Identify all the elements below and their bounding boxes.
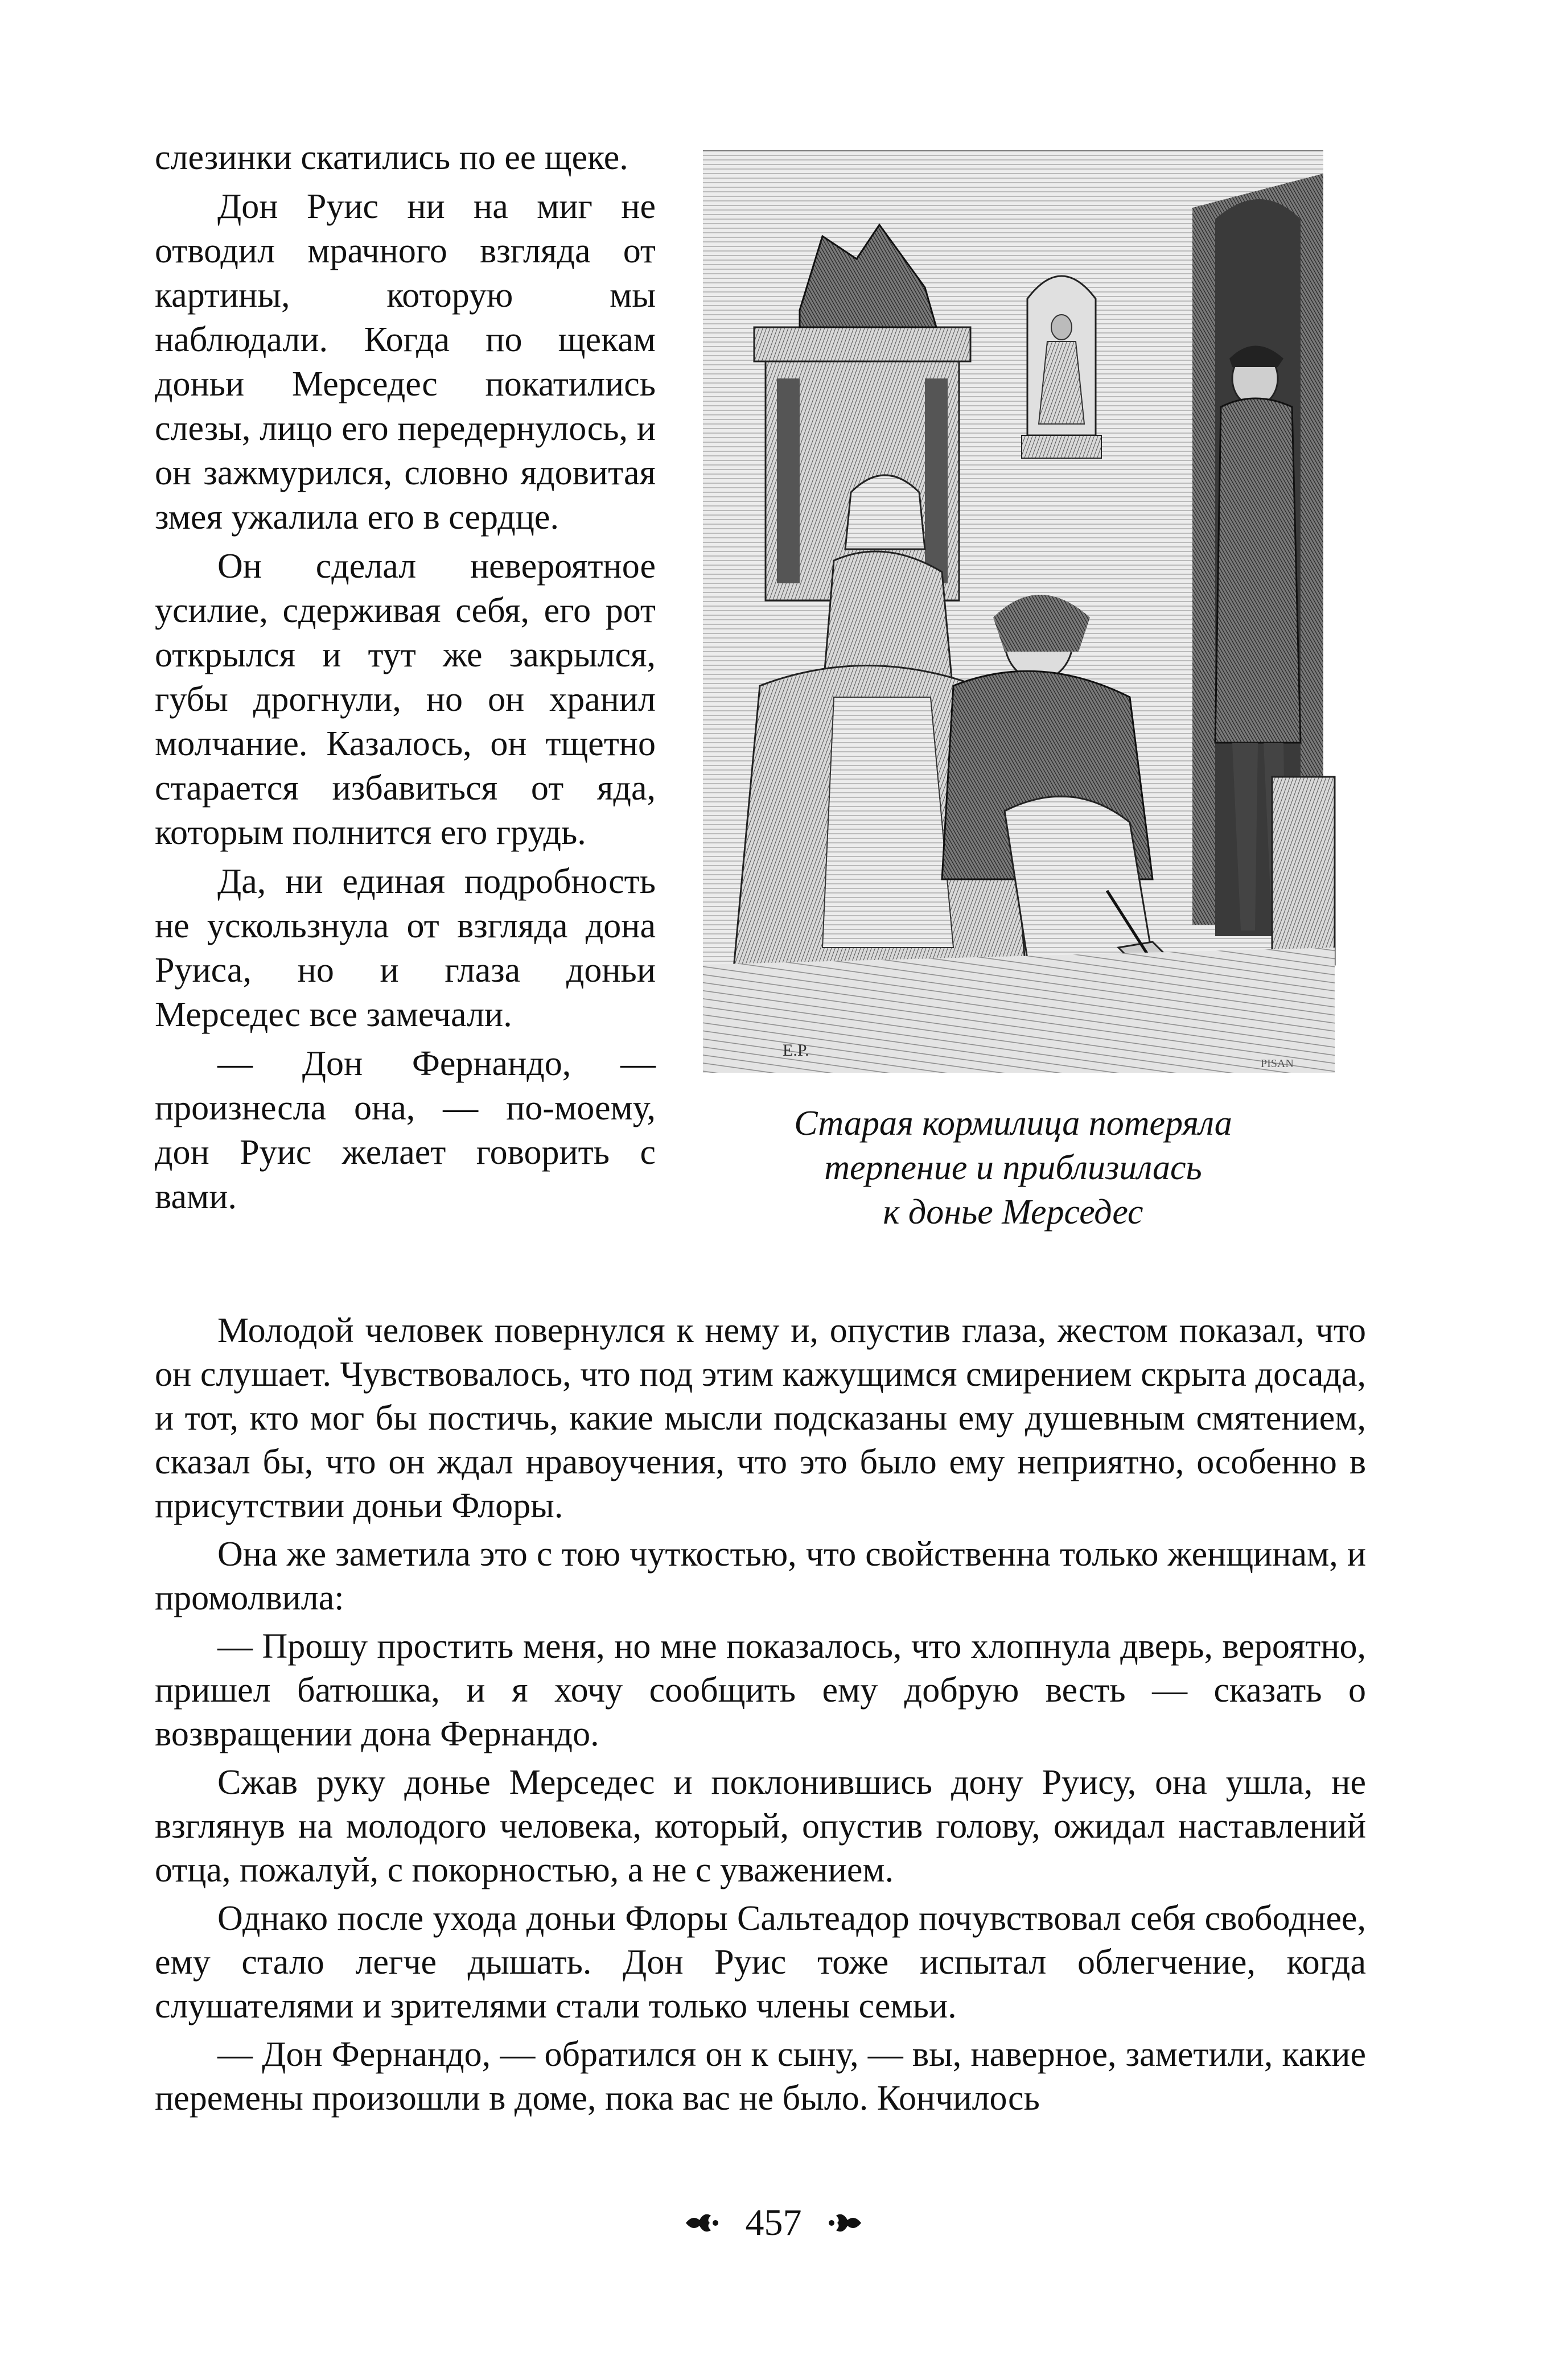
table-with-cloth — [1272, 777, 1335, 965]
paragraph: Однако после ухода доньи Флоры Сальтеадор почувствовал себя свободнее, ему стало легче дышать. Дон Руис тоже испытал облегчение, когда слушателями и зрителями стали только члены семьи. — [155, 1899, 1366, 2025]
engraving-illustration — [686, 139, 1340, 1084]
paragraph: — Прошу простить меня, но мне показалось, что хлопнула дверь, вероятно, пришел батюшка, и я хочу сообщить ему добрую весть — сказать о возвращении дона Фернандо. — [155, 1627, 1366, 1753]
engraver-signature: E.P. — [783, 1041, 809, 1060]
paragraph: — Дон Фернандо, — обратился он к сыну, — вы, наверное, заметили, какие перемены произошли в доме, пока вас не было. Кончилось — [155, 2035, 1366, 2118]
engraving-image — [686, 139, 1340, 1084]
page-number: 457 — [745, 2201, 802, 2243]
fleuron-icon — [681, 2203, 721, 2243]
fleuron-icon — [826, 2203, 866, 2243]
paragraph: Да, ни единая подробность не ускользнула от взгляда дона Руиса, но и глаза доньи Мерседес все замечали. — [155, 862, 656, 1034]
paragraph: Она же заметила это с тою чуткостью, что свойственна только женщинам, и промолвила: — [155, 1535, 1366, 1617]
paragraph: Дон Руис ни на миг не отводил мрачного взгляда от картины, которую мы наблюдали. Когда по щекам доньи Мерседес покатились слезы, лицо его передернулось, и он зажмурился, словно ядовитая змея ужалила его в сердце. — [155, 187, 656, 537]
statue-niche — [1022, 276, 1101, 458]
left-text-column — [155, 135, 656, 1224]
paragraph: — Дон Фернандо, — произнесла она, — по-моему, дон Руис желает говорить с вами. — [155, 1044, 656, 1216]
paragraph: слезинки скатились по ее щеке. — [155, 138, 628, 177]
illustration-caption — [686, 1101, 1340, 1234]
full-width-text-column — [155, 1309, 1366, 2125]
artist-signature: PISAN — [1261, 1057, 1294, 1070]
paragraph: Молодой человек повернулся к нему и, опустив глаза, жестом показал, что он слушает. Чувствовалось, что под этим кажущимся смирением скрыта досада, и тот, кто мог бы постичь, какие мысли подсказаны ему душевным смятением, сказал бы, что он ждал нравоучения, что это было ему неприятно, особенно в присутствии доньи Флоры. — [155, 1311, 1366, 1525]
paragraph: Он сделал невероятное усилие, сдерживая себя, его рот открылся и тут же закрылся, губы дрогнули, но он хранил молчание. Казалось, он тщетно старается избавиться от яда, которым полнится его грудь. — [155, 547, 656, 852]
page-folio — [0, 2197, 1547, 2246]
paragraph: Сжав руку донье Мерседес и поклонившись дону Руису, она ушла, не взглянув на молодого человека, который, опустив голову, ожидал наставлений отца, пожалуй, с покорностью, а не с уважением. — [155, 1763, 1366, 1889]
caption-line: терпение и приблизилась — [824, 1148, 1202, 1187]
caption-line: Старая кормилица потеряла — [794, 1104, 1232, 1143]
caption-line: к донье Мерседес — [883, 1193, 1143, 1232]
